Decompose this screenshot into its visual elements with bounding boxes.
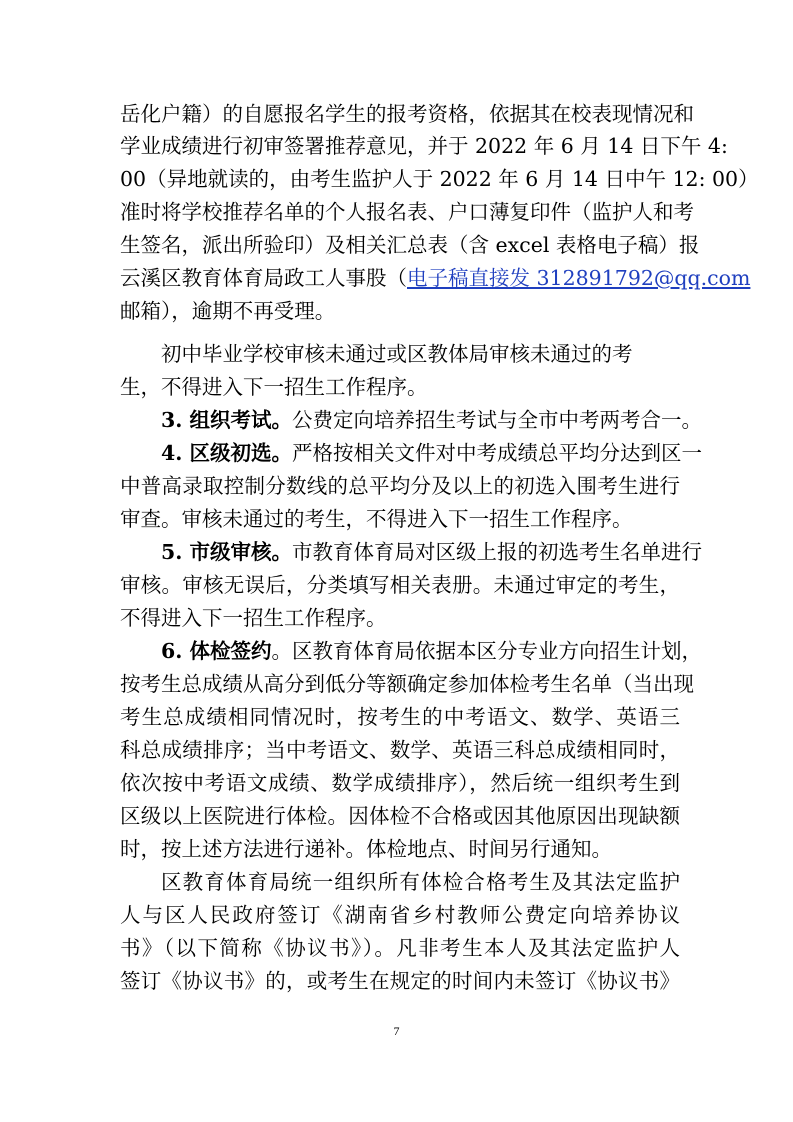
page-number: 7 xyxy=(393,1024,400,1038)
body-text-line: 邮箱），逾期不再受理。 xyxy=(120,299,336,323)
body-text-line: 人与区人民政府签订《湖南省乡村教师公费定向培养协议 xyxy=(120,903,680,927)
body-text: 公费定向培养招生考试与全市中考两考合一。 xyxy=(292,408,703,432)
body-text-line: 书》（以下简称《协议书》）。凡非考生本人及其法定监护人 xyxy=(120,936,680,960)
body-text-line: 生，不得进入下一招生工作程序。 xyxy=(120,375,428,399)
body-text-line: 00（异地就读的，由考生监护人于 2022 年 6 月 14 日中午 12: 00） xyxy=(120,167,759,191)
section-3-line xyxy=(161,404,703,436)
body-text-line: 岳化户籍）的自愿报名学生的报考资格，依据其在校表现情况和 xyxy=(120,102,694,126)
email-link[interactable]: 电子稿直接发 312891792@qq.com xyxy=(407,266,751,290)
section-heading: 5. 市级审核。 xyxy=(161,540,293,564)
body-text-line: 时，按上述方法进行递补。体检地点、时间另行通知。 xyxy=(120,837,612,861)
body-text-line: 签订《协议书》的，或考生在规定的时间内未签订《协议书》 xyxy=(120,969,680,993)
section-heading: 6. 体检签约 xyxy=(161,639,272,663)
body-text-line: 审核。审核无误后，分类填写相关表册。未通过审定的考生， xyxy=(120,573,680,597)
section-6-line xyxy=(161,635,703,667)
body-text-line: 科总成绩排序；当中考语文、数学、英语三科总成绩相同时， xyxy=(120,738,680,762)
section-heading: 4. 区级初选。 xyxy=(161,441,293,465)
body-text-line: 中普高录取控制分数线的总平均分及以上的初选入围考生进行 xyxy=(120,474,680,498)
body-text-line: 不得进入下一招生工作程序。 xyxy=(120,606,387,630)
body-text-line: 审查。审核未通过的考生，不得进入下一招生工作程序。 xyxy=(120,507,633,531)
body-text-line: 生签名，派出所验印）及相关汇总表（含 excel 表格电子稿）报 xyxy=(120,233,700,257)
body-text: 严格按相关文件对中考成绩总平均分达到区一 xyxy=(292,441,703,465)
body-text-line: 依次按中考语文成绩、数学成绩排序），然后统一组织考生到 xyxy=(120,771,680,795)
section-heading: 3. 组织考试。 xyxy=(161,408,293,432)
body-text-line xyxy=(120,262,751,294)
body-text-line: 区教育体育局统一组织所有体检合格考生及其法定监护 xyxy=(161,870,680,894)
section-5-line xyxy=(161,536,703,568)
body-text: 市教育体育局对区级上报的初选考生名单进行 xyxy=(292,540,703,564)
body-text-line: 按考生总成绩从高分到低分等额确定参加体检考生名单（当出现 xyxy=(120,672,694,696)
body-text-line: 学业成绩进行初审签署推荐意见，并于 2022 年 6 月 14 日下午 4: xyxy=(120,134,728,158)
section-4-line xyxy=(161,437,703,469)
body-text: 云溪区教育体育局政工人事股（ xyxy=(120,266,407,290)
body-text-line: 准时将学校推荐名单的个人报名表、户口薄复印件（监护人和考 xyxy=(120,200,694,224)
body-text-line: 初中毕业学校审核未通过或区教体局审核未通过的考 xyxy=(161,342,633,366)
body-text-line: 区级以上医院进行体检。因体检不合格或因其他原因出现缺额 xyxy=(120,804,680,828)
body-text-line: 考生总成绩相同情况时，按考生的中考语文、数学、英语三 xyxy=(120,705,680,729)
body-text: 。区教育体育局依据本区分专业方向招生计划， xyxy=(271,639,703,663)
